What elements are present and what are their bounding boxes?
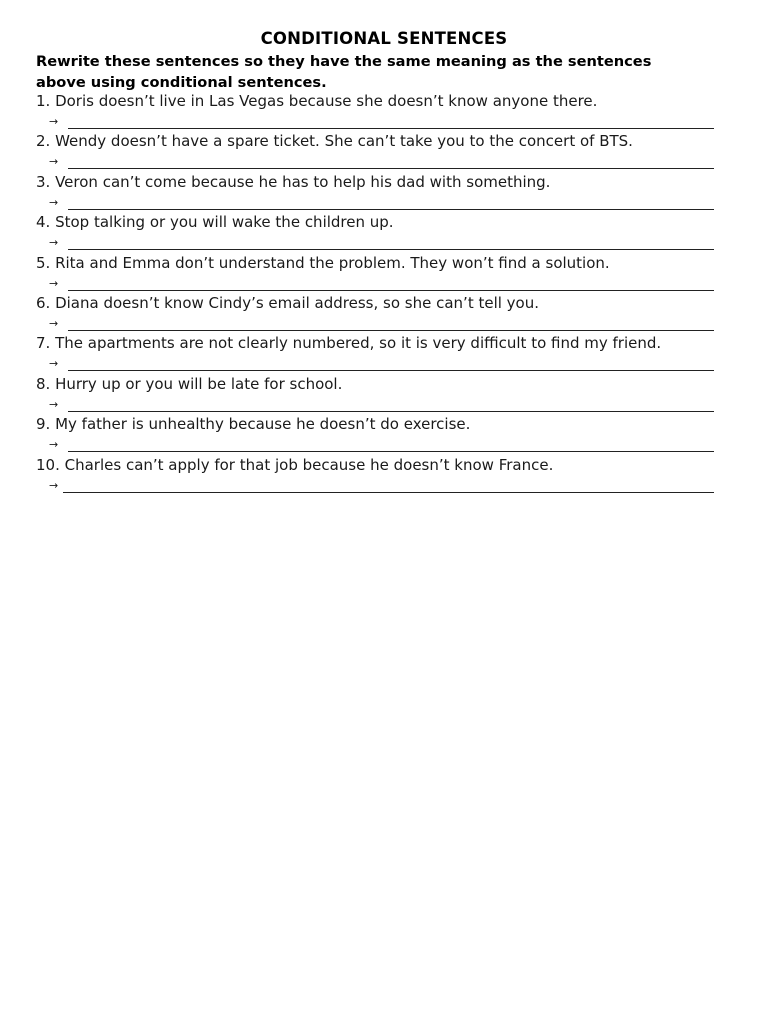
- exercise-sentence: 10. Charles can’t apply for that job because he doesn’t know France.: [36, 455, 554, 474]
- answer-line[interactable]: [68, 330, 714, 331]
- worksheet-title: CONDITIONAL SENTENCES: [260, 29, 508, 48]
- exercise-item: [36, 333, 726, 373]
- exercise-sentence: 3. Veron can’t come because he has to help his dad with something.: [36, 172, 551, 191]
- exercise-list: [36, 91, 726, 495]
- answer-line[interactable]: [68, 249, 714, 250]
- exercise-sentence: 6. Diana doesn’t know Cindy’s email address, so she can’t tell you.: [36, 293, 540, 312]
- exercise-sentence: 7. The apartments are not clearly numbered, so it is very difficult to find my friend.: [36, 334, 662, 353]
- arrow-icon: →: [49, 236, 59, 250]
- arrow-icon: →: [49, 115, 59, 128]
- answer-line[interactable]: [68, 411, 714, 412]
- exercise-sentence: 9. My father is unhealthy because he doesn’t do exercise.: [36, 415, 471, 434]
- exercise-item: [36, 374, 726, 414]
- instructions-line: Rewrite these sentences so they have the same meaning as the sentences: [36, 53, 652, 70]
- instructions-line: above using conditional sentences.: [36, 74, 327, 91]
- arrow-icon: →: [49, 155, 59, 169]
- answer-line[interactable]: [63, 492, 714, 493]
- exercise-item: [36, 212, 726, 252]
- exercise-sentence: 5. Rita and Emma don’t understand the problem. They won’t find a solution.: [36, 253, 610, 272]
- exercise-item: [36, 131, 726, 171]
- exercise-sentence: 4. Stop talking or you will wake the children up.: [36, 213, 394, 232]
- answer-line[interactable]: [68, 128, 714, 129]
- exercise-sentence: 8. Hurry up or you will be late for school.: [36, 374, 343, 393]
- answer-line[interactable]: [68, 209, 714, 210]
- exercise-item: [36, 293, 726, 333]
- arrow-icon: →: [49, 357, 59, 371]
- arrow-icon: →: [49, 276, 59, 290]
- answer-line[interactable]: [68, 290, 714, 291]
- arrow-icon: →: [49, 438, 59, 452]
- instructions: [36, 51, 726, 93]
- arrow-icon: →: [49, 478, 59, 492]
- exercise-item: [36, 91, 726, 131]
- answer-line[interactable]: [68, 370, 714, 371]
- answer-line[interactable]: [68, 451, 714, 452]
- exercise-item: [36, 414, 726, 454]
- exercise-item: [36, 455, 726, 495]
- arrow-icon: →: [49, 316, 59, 330]
- answer-line[interactable]: [68, 168, 714, 169]
- exercise-item: [36, 253, 726, 293]
- arrow-icon: →: [49, 397, 59, 411]
- exercise-sentence: 2. Wendy doesn’t have a spare ticket. She can’t take you to the concert of BTS.: [36, 132, 633, 151]
- arrow-icon: →: [49, 195, 59, 209]
- exercise-item: [36, 172, 726, 212]
- exercise-sentence: 1. Doris doesn’t live in Las Vegas because she doesn’t know anyone there.: [36, 92, 598, 110]
